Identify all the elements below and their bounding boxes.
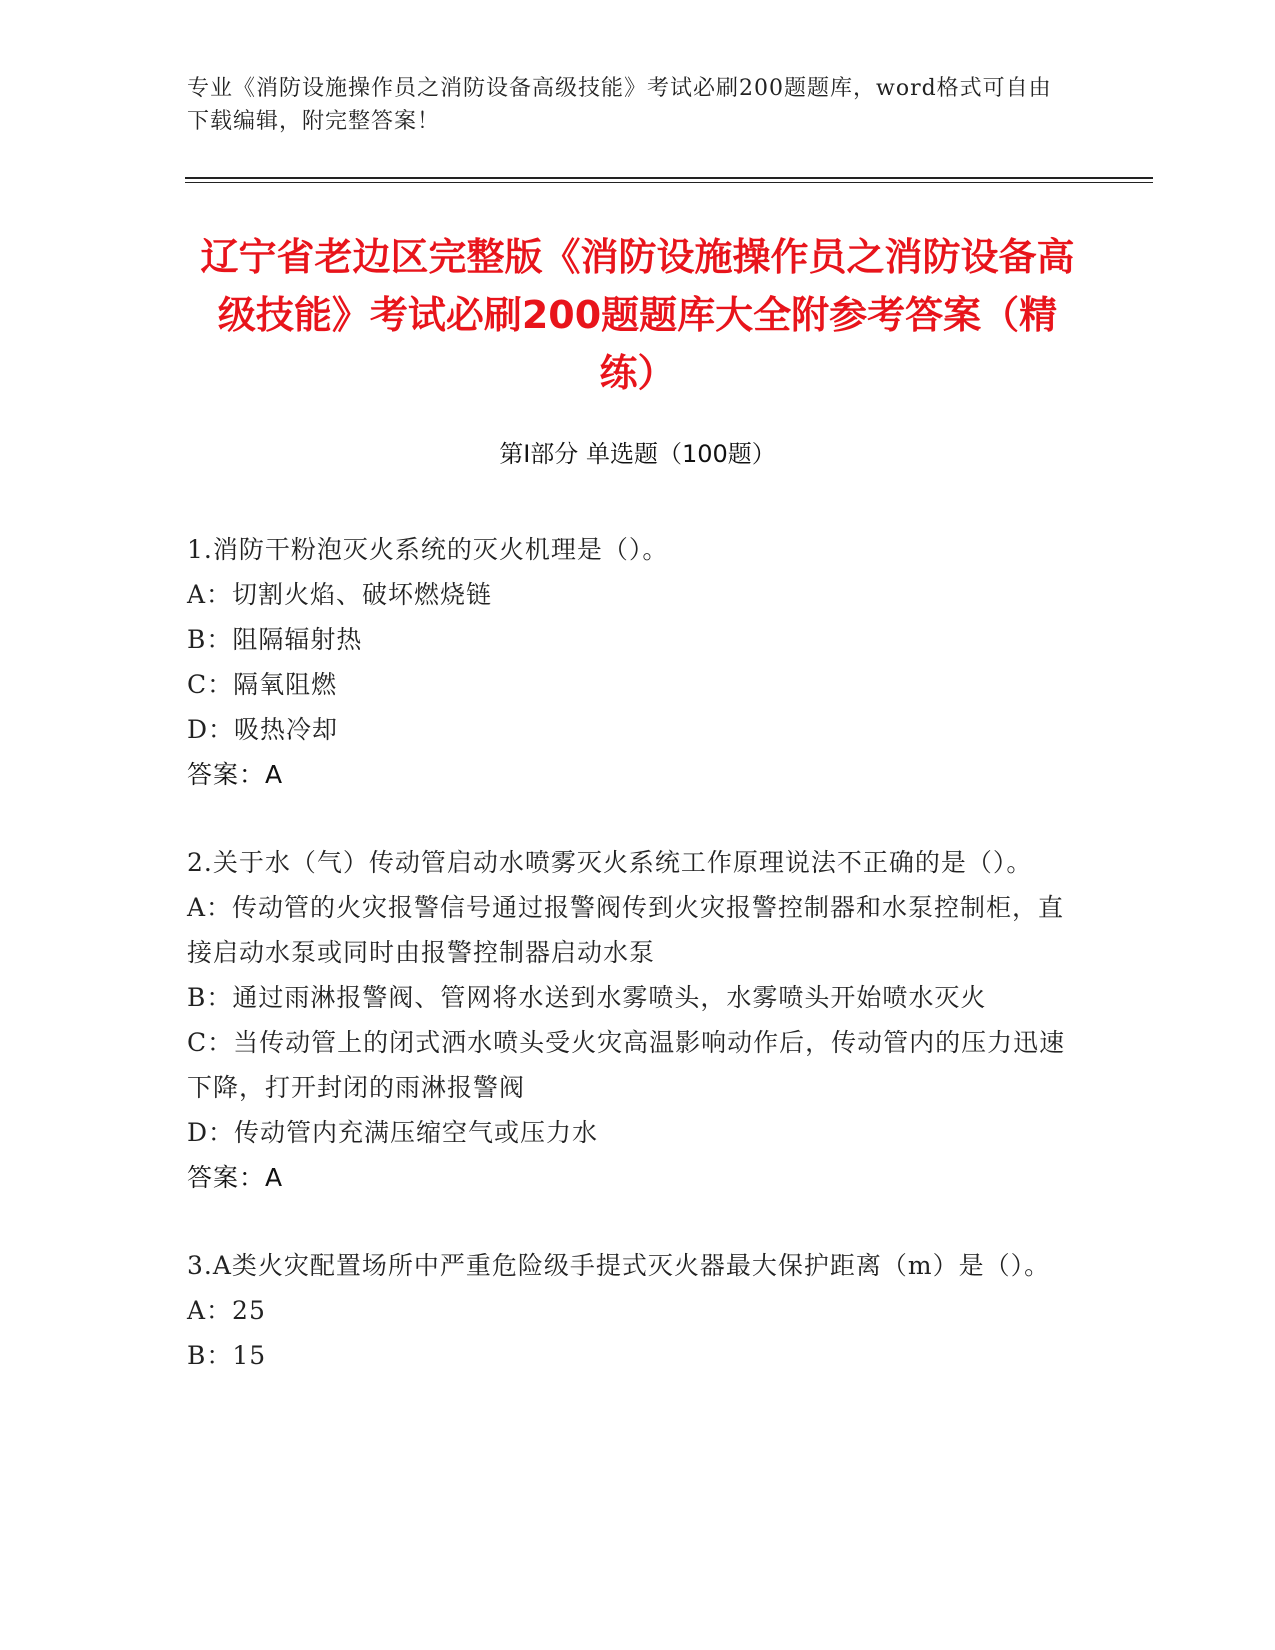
question-stem: 1.消防干粉泡灭火系统的灭火机理是（）。 bbox=[187, 535, 669, 564]
option-b: B：阻隔辐射热 bbox=[187, 625, 363, 654]
option-b: B：通过雨淋报警阀、管网将水送到水雾喷头，水雾喷头开始喷水灭火 bbox=[187, 983, 987, 1012]
option-c: C：当传动管上的闭式洒水喷头受火灾高温影响动作后，传动管内的压力迅速下降，打开封闭的雨淋报警阀 bbox=[187, 1028, 1066, 1102]
option-c: C：隔氧阻燃 bbox=[187, 670, 338, 699]
header-rule-thick bbox=[185, 177, 1153, 179]
option-a: A：传动管的火灾报警信号通过报警阀传到火灾报警控制器和水泵控制柜，直接启动水泵或同时由报警控制器启动水泵 bbox=[187, 893, 1065, 967]
question-list bbox=[187, 527, 1077, 1421]
document-title: 辽宁省老边区完整版《消防设施操作员之消防设备高级技能》考试必刷200题题库大全附参考答案（精练） bbox=[200, 235, 1075, 395]
question-stem: 2.关于水（气）传动管启动水喷雾灭火系统工作原理说法不正确的是（）。 bbox=[187, 848, 1033, 877]
option-a: A：25 bbox=[187, 1296, 266, 1325]
answer: 答案：A bbox=[187, 760, 284, 789]
option-b: B：15 bbox=[187, 1341, 267, 1370]
header-note: 专业《消防设施操作员之消防设备高级技能》考试必刷200题题库，word格式可自由下载编辑，附完整答案！ bbox=[187, 76, 1052, 134]
header-rule-thin bbox=[185, 182, 1153, 183]
option-d: D：吸热冷却 bbox=[187, 715, 339, 744]
question-2 bbox=[187, 840, 1077, 1200]
section-heading: 第I部分 单选题（100题） bbox=[499, 440, 776, 468]
question-stem: 3.A类火灾配置场所中严重危险级手提式灭火器最大保护距离（m）是（）。 bbox=[187, 1251, 1051, 1280]
option-a: A：切割火焰、破坏燃烧链 bbox=[187, 580, 493, 609]
answer: 答案：A bbox=[187, 1163, 284, 1192]
question-1 bbox=[187, 527, 1077, 797]
option-d: D：传动管内充满压缩空气或压力水 bbox=[187, 1118, 599, 1147]
question-3 bbox=[187, 1243, 1077, 1378]
